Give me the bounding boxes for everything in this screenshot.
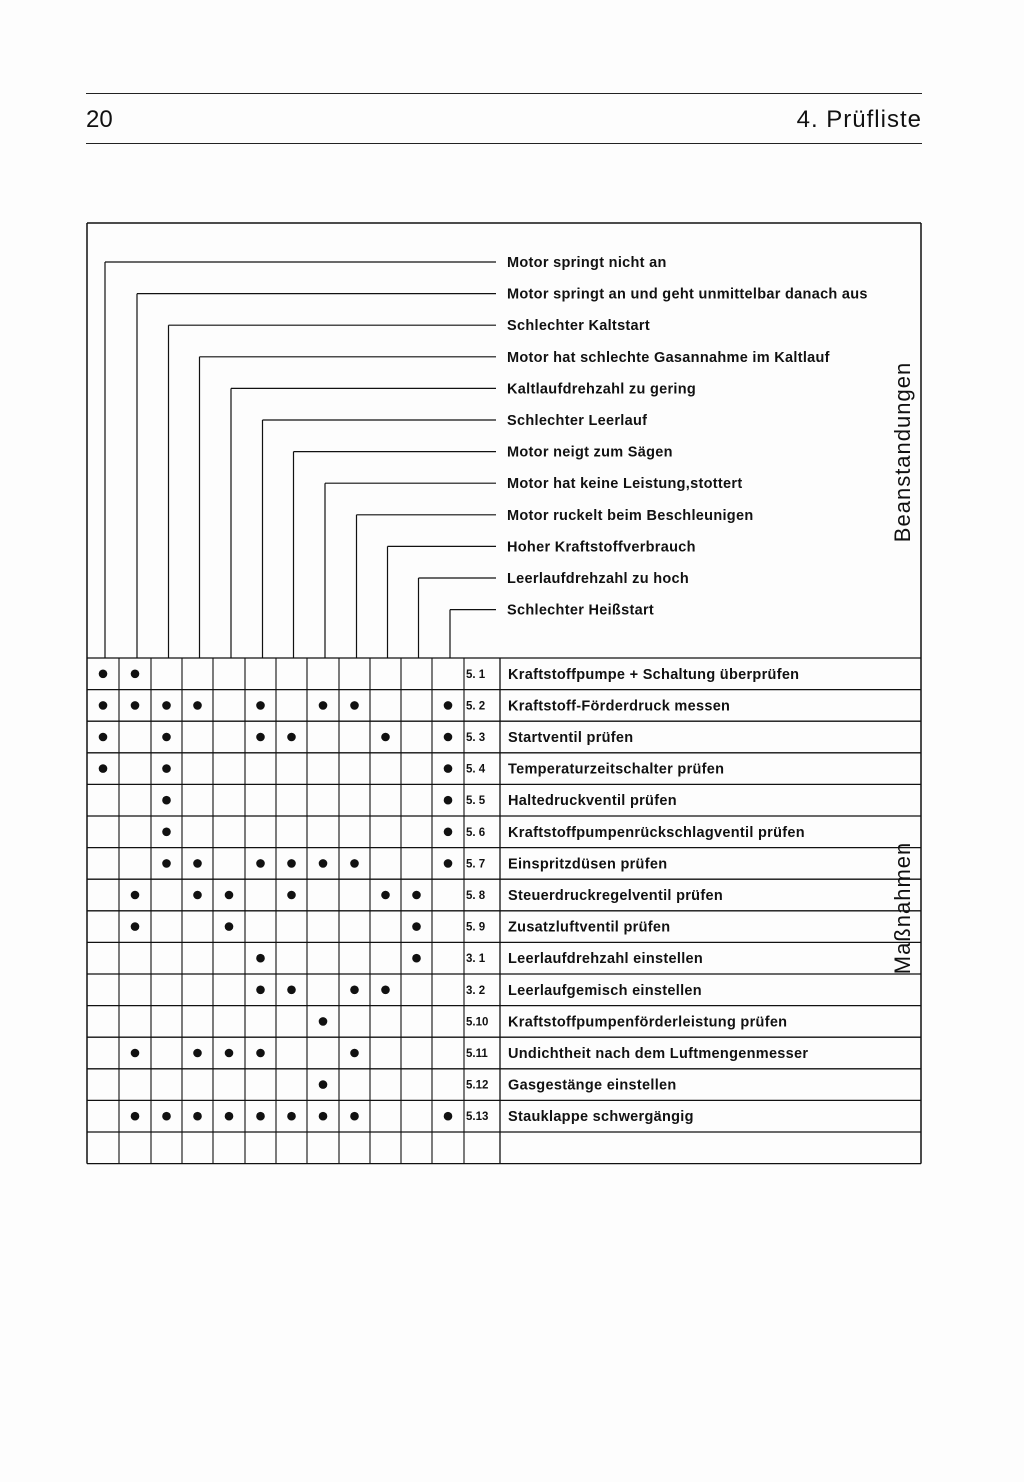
problem-5-label: Kaltlaufdrehzahl zu gering: [507, 381, 697, 398]
mark-row2-col8: [319, 701, 328, 710]
measure-3-label: Startventil prüfen: [508, 730, 634, 746]
mark-row11-col7: [287, 986, 296, 995]
measure-2-code: 5. 2: [466, 700, 486, 713]
mark-row15-col7: [287, 1112, 296, 1121]
measure-15-code: 5.13: [466, 1111, 489, 1124]
measure-7-label: Einspritzdüsen prüfen: [508, 856, 668, 873]
measures-title: Maßnahmen: [890, 841, 915, 975]
mark-row9-col11: [412, 922, 421, 931]
mark-row8-col10: [381, 891, 390, 900]
measure-14-code: 5.12: [466, 1079, 489, 1092]
mark-row13-col6: [256, 1049, 265, 1058]
mark-row2-col9: [350, 701, 359, 710]
mark-row5-col3: [162, 796, 171, 805]
measure-9-label: Zusatzluftventil prüfen: [508, 919, 671, 936]
mark-row2-col3: [162, 701, 171, 710]
mark-row7-col8: [319, 859, 328, 868]
mark-row15-col8: [319, 1112, 328, 1121]
mark-row14-col8: [319, 1080, 328, 1089]
mark-row11-col9: [350, 986, 359, 995]
mark-row9-col5: [225, 922, 234, 931]
mark-row3-col6: [256, 733, 265, 742]
page-number: 20: [86, 106, 113, 133]
measure-12-label: Kraftstoffpumpenförderleistung prüfen: [508, 1014, 788, 1031]
mark-row8-col7: [287, 891, 296, 900]
mark-row15-col12: [444, 1112, 453, 1121]
mark-row7-col3: [162, 859, 171, 868]
problem-10-label: Hoher Kraftstoffverbrauch: [507, 539, 696, 556]
measure-4-code: 5. 4: [466, 763, 486, 776]
mark-row15-col9: [350, 1112, 359, 1121]
problem-4-label: Motor hat schlechte Gasannahme im Kaltlauf: [507, 349, 830, 366]
mark-row15-col2: [131, 1112, 140, 1121]
mark-row13-col9: [350, 1049, 359, 1058]
mark-row3-col7: [287, 733, 296, 742]
measure-13-code: 5.11: [466, 1048, 488, 1060]
mark-row6-col3: [162, 828, 171, 837]
measure-3-code: 5. 3: [466, 732, 486, 744]
measure-11-code: 3. 2: [466, 984, 486, 997]
mark-row11-col10: [381, 986, 390, 995]
measure-7-code: 5. 7: [466, 858, 486, 871]
problem-9-label: Motor ruckelt beim Beschleunigen: [507, 507, 754, 524]
mark-row2-col1: [99, 701, 108, 710]
problem-8-label: Motor hat keine Leistung,stottert: [507, 476, 743, 493]
mark-row2-col6: [256, 701, 265, 710]
mark-row7-col12: [444, 859, 453, 868]
measure-2-label: Kraftstoff-Förderdruck messen: [508, 698, 731, 715]
mark-row7-col4: [193, 859, 202, 868]
mark-row2-col12: [444, 701, 453, 710]
problem-2-label: Motor springt an und geht unmittelbar danach aus: [507, 286, 868, 303]
mark-row4-col3: [162, 764, 171, 773]
mark-row15-col5: [225, 1112, 234, 1121]
mark-row2-col2: [131, 701, 140, 710]
mark-row7-col7: [287, 859, 296, 868]
mark-row4-col1: [99, 764, 108, 773]
mark-row8-col4: [193, 891, 202, 900]
mark-row3-col1: [99, 733, 108, 742]
mark-row10-col11: [412, 954, 421, 963]
mark-row10-col6: [256, 954, 265, 963]
measure-8-label: Steuerdruckregelventil prüfen: [508, 888, 723, 904]
measure-5-code: 5. 5: [466, 795, 486, 808]
mark-row6-col12: [444, 828, 453, 837]
mark-row13-col2: [131, 1049, 140, 1058]
mark-row1-col2: [131, 670, 140, 679]
mark-row3-col3: [162, 733, 171, 742]
mark-row15-col4: [193, 1112, 202, 1121]
mark-row12-col8: [319, 1017, 328, 1026]
measure-11-label: Leerlaufgemisch einstellen: [508, 982, 702, 999]
problem-3-label: Schlechter Kaltstart: [507, 318, 650, 335]
measure-6-label: Kraftstoffpumpenrückschlagventil prüfen: [508, 824, 805, 841]
mark-row8-col2: [131, 891, 140, 900]
mark-row15-col3: [162, 1112, 171, 1121]
mark-row2-col4: [193, 701, 202, 710]
mark-row15-col6: [256, 1112, 265, 1121]
mark-row11-col6: [256, 986, 265, 995]
mark-row4-col12: [444, 764, 453, 773]
mark-row8-col5: [225, 891, 234, 900]
problems-title: Beanstandungen: [890, 361, 915, 543]
measure-15-label: Stauklappe schwergängig: [508, 1109, 694, 1126]
mark-row9-col2: [131, 922, 140, 931]
mark-row8-col11: [412, 891, 421, 900]
measure-10-label: Leerlaufdrehzahl einstellen: [508, 951, 704, 968]
mark-row7-col9: [350, 859, 359, 868]
measure-5-label: Haltedruckventil prüfen: [508, 793, 677, 810]
problem-7-label: Motor neigt zum Sägen: [507, 444, 673, 461]
mark-row5-col12: [444, 796, 453, 805]
chapter-title: 4. Prüfliste: [796, 106, 922, 133]
measure-12-code: 5.10: [466, 1016, 489, 1029]
mark-row13-col4: [193, 1049, 202, 1058]
measure-10-code: 3. 1: [466, 953, 486, 966]
measure-1-label: Kraftstoffpumpe + Schaltung überprüfen: [508, 666, 800, 683]
problem-1-label: Motor springt nicht an: [507, 255, 667, 271]
mark-row3-col10: [381, 733, 390, 742]
measure-14-label: Gasgestänge einstellen: [508, 1077, 677, 1094]
mark-row3-col12: [444, 733, 453, 742]
measure-1-code: 5. 1: [466, 668, 486, 681]
measure-4-label: Temperaturzeitschalter prüfen: [508, 761, 725, 778]
measure-6-code: 5. 6: [466, 826, 486, 839]
mark-row1-col1: [99, 670, 108, 679]
measure-9-code: 5. 9: [466, 921, 486, 934]
measure-13-label: Undichtheit nach dem Luftmengenmesser: [508, 1046, 809, 1062]
problem-12-label: Schlechter Heißstart: [507, 602, 655, 619]
problem-6-label: Schlechter Leerlauf: [507, 413, 648, 429]
mark-row7-col6: [256, 859, 265, 868]
measure-8-code: 5. 8: [466, 890, 486, 902]
problem-11-label: Leerlaufdrehzahl zu hoch: [507, 571, 690, 587]
mark-row13-col5: [225, 1049, 234, 1058]
